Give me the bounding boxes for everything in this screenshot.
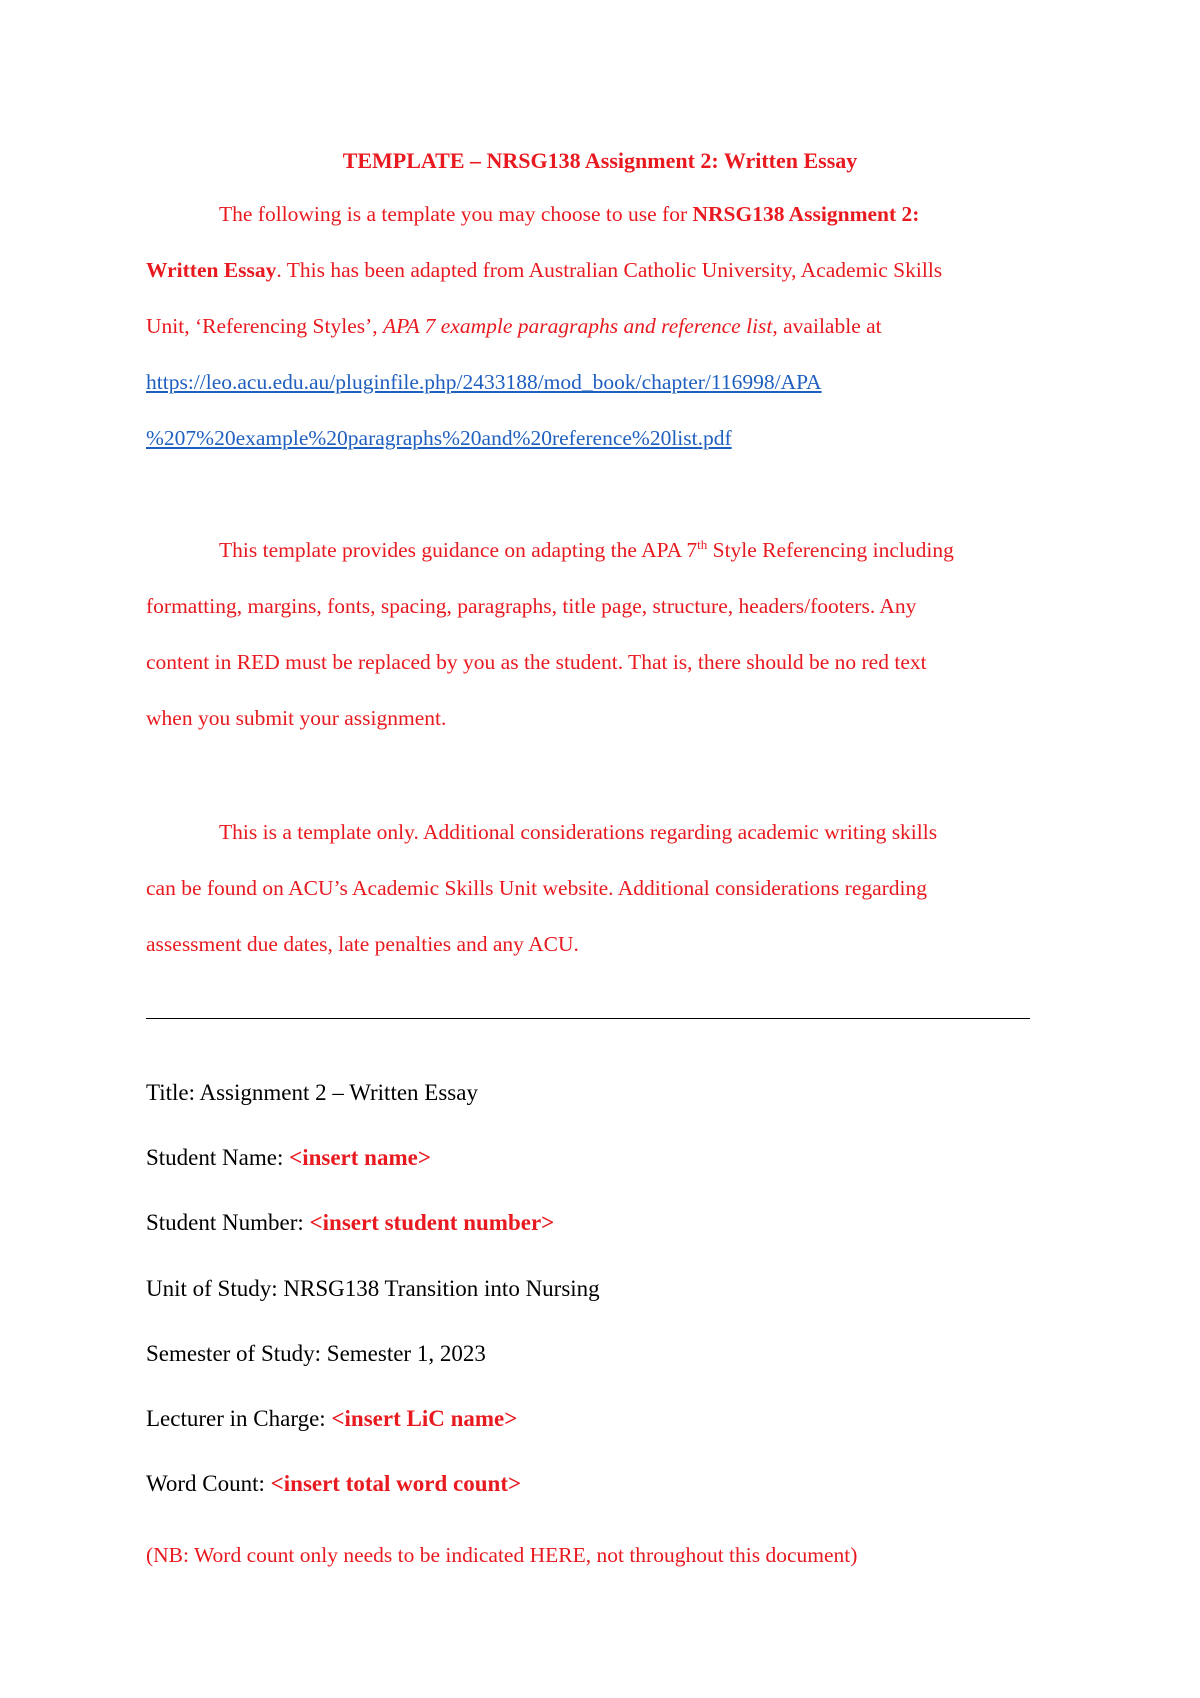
field-label: Unit of Study: NRSG138 Transition into Nursing xyxy=(146,1276,600,1301)
intro-italic-text: APA 7 example paragraphs and reference list xyxy=(383,314,773,338)
guidance-line-3: content in RED must be replaced by you as the student. That is, there should be no red text xyxy=(146,650,927,674)
reference-link[interactable]: https://leo.acu.edu.au/pluginfile.php/2433188/mod_book/chapter/116998/APA xyxy=(146,370,822,394)
word-count-placeholder: <insert total word count> xyxy=(270,1471,522,1496)
unit-field xyxy=(146,1274,600,1304)
intro-text: . This has been adapted from Australian Catholic University, Academic Skills xyxy=(276,258,943,282)
semester-field xyxy=(146,1339,486,1369)
intro-text: Unit, ‘Referencing Styles’, xyxy=(146,314,384,338)
superscript: th xyxy=(697,536,708,552)
intro-link-line-2 xyxy=(146,410,1066,466)
word-count-field xyxy=(146,1469,521,1499)
field-label: Semester of Study: Semester 1, 2023 xyxy=(146,1341,486,1366)
student-name-field xyxy=(146,1143,431,1173)
student-number-placeholder: <insert student number> xyxy=(309,1210,555,1235)
considerations-line-3: assessment due dates, late penalties and any ACU. xyxy=(146,932,579,956)
guidance-line-4: when you submit your assignment. xyxy=(146,706,447,730)
considerations-line-2: can be found on ACU’s Academic Skills Unit website. Additional considerations regarding xyxy=(146,876,928,900)
title-field xyxy=(146,1078,478,1108)
field-label: Word Count: xyxy=(146,1471,271,1496)
field-label: Student Number: xyxy=(146,1210,310,1235)
section-divider xyxy=(146,1018,1030,1019)
intro-line-3 xyxy=(146,298,1066,354)
document-title: TEMPLATE – NRSG138 Assignment 2: Written Essay xyxy=(342,148,858,173)
field-label: Title: Assignment 2 – Written Essay xyxy=(146,1080,478,1105)
intro-line-1 xyxy=(146,186,1066,242)
intro-bold-text: NRSG138 Assignment 2: xyxy=(692,202,920,226)
guidance-line-1 xyxy=(146,522,1066,578)
lecturer-field xyxy=(146,1404,517,1434)
intro-text: The following is a template you may choose to use for xyxy=(219,202,693,226)
intro-bold-text: Written Essay xyxy=(146,258,277,282)
student-number-field xyxy=(146,1208,554,1238)
guidance-text: This template provides guidance on adapting the APA 7 xyxy=(219,538,698,562)
guidance-text: Style Referencing including xyxy=(707,538,954,562)
considerations-text: This is a template only. Additional considerations regarding academic writing skills xyxy=(219,820,938,844)
guidance-line-2: formatting, margins, fonts, spacing, paragraphs, title page, structure, headers/footers. Any xyxy=(146,594,917,618)
reference-link-continued[interactable]: %207%20example%20paragraphs%20and%20reference%20list.pdf xyxy=(146,426,732,450)
intro-line-2 xyxy=(146,242,1066,298)
word-count-note: (NB: Word count only needs to be indicated HERE, not throughout this document) xyxy=(146,1543,858,1567)
field-label: Student Name: xyxy=(146,1145,290,1170)
field-label: Lecturer in Charge: xyxy=(146,1406,332,1431)
considerations-line-1 xyxy=(146,804,1066,860)
lecturer-placeholder: <insert LiC name> xyxy=(331,1406,518,1431)
intro-link-line-1 xyxy=(146,354,1066,410)
student-name-placeholder: <insert name> xyxy=(289,1145,431,1170)
intro-text: , available at xyxy=(772,314,882,338)
